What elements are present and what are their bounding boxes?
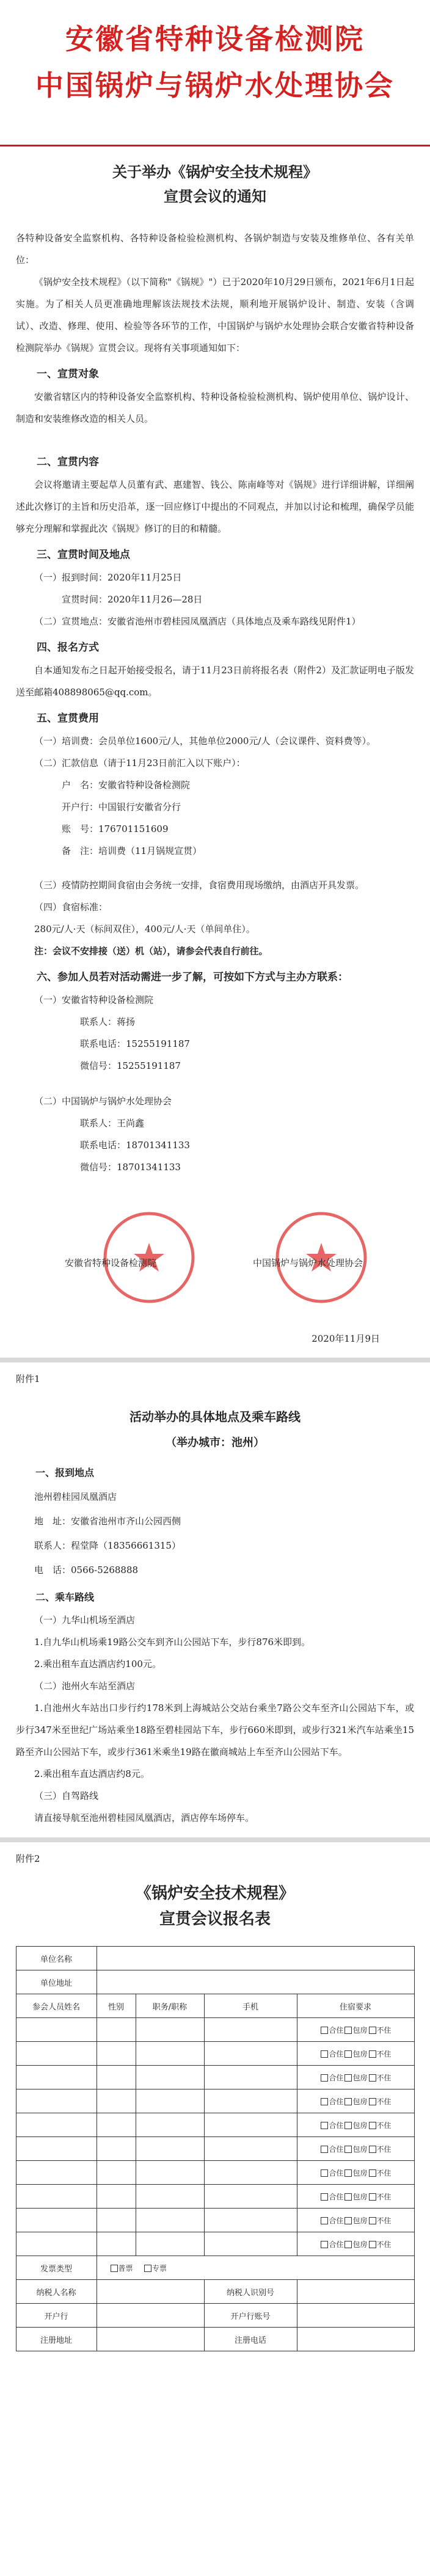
section-6-title: 六、参加人员若对活动需进一步了解，可按如下方式与主办方联系：	[37, 971, 348, 983]
section-3-item: 宣贯时间：2020年11月26—28日	[62, 594, 203, 605]
attendee-cell[interactable]	[16, 2066, 97, 2089]
attendee-cell[interactable]	[136, 2066, 204, 2089]
account-field[interactable]	[297, 2304, 414, 2328]
attachment-1-label: 附件1	[16, 1373, 40, 1384]
lodging-options	[297, 2232, 414, 2256]
lodging-option: 合住	[329, 2168, 344, 2177]
route-step: 1.自九华山机场乘19路公交车到齐山公园站下车，步行876米即到。	[34, 1637, 311, 1648]
lodging-checkbox[interactable]	[321, 2241, 328, 2248]
lodging-checkbox[interactable]	[344, 2074, 352, 2082]
contact-wechat: 微信号：15255191187	[80, 1060, 181, 1071]
bank-label: 开户行	[16, 2304, 97, 2328]
attendee-cell[interactable]	[16, 2232, 97, 2256]
taxpayer-id-field[interactable]	[297, 2280, 414, 2304]
lodging-checkbox[interactable]	[369, 2241, 376, 2248]
section-1-text: 安徽省辖区内的特种设备安全监察机构、特种设备检验检测机构、锅炉使用单位、锅炉设计、制造和安装维修改造的相关人员。	[16, 391, 414, 424]
lodging-checkbox[interactable]	[344, 2122, 352, 2129]
reg-address-label: 注册地址	[16, 2328, 97, 2351]
reg-address-field[interactable]	[97, 2328, 204, 2351]
section-5-item: （二）汇款信息（请于11月23日前汇入以下账户）：	[34, 758, 246, 769]
attachment-2-title: 《锅炉安全技术规程》	[135, 1884, 294, 1903]
lodging-option: 包房	[352, 2144, 368, 2154]
lodging-option: 不住	[376, 2049, 392, 2058]
unit-name-field[interactable]	[97, 1947, 414, 1970]
pickup-note: 注：会议不安排接（送）机（站），请参会代表自行前往。	[34, 946, 268, 957]
section-divider	[0, 1837, 430, 1842]
lodging-checkbox[interactable]	[321, 2027, 328, 2034]
attendee-cell[interactable]	[97, 2232, 136, 2256]
hotel-contact: 联系人：程堂降（18356661315）	[34, 1540, 181, 1551]
invoice-type-label: 发票类型	[16, 2256, 97, 2280]
attendee-cell[interactable]	[204, 2137, 297, 2161]
checkin-title: 一、报到地点	[35, 1467, 95, 1478]
hotel-address: 地 址：安徽省池州市齐山公园西侧	[34, 1516, 181, 1527]
bank-info-line: 备 注：培训费（11月锅规宣贯）	[62, 845, 202, 856]
attachment-2-label: 附件2	[16, 1853, 40, 1864]
lodging-options	[297, 2113, 414, 2137]
attendee-cell[interactable]	[204, 2113, 297, 2137]
route-step: 2.乘出租车直达酒店约100元。	[34, 1659, 161, 1670]
section-5-item: （三）疫情防控期间食宿由会务统一安排，食宿费用现场缴纳，由酒店开具发票。	[34, 880, 365, 891]
attendee-cell[interactable]	[16, 2161, 97, 2185]
lodging-checkbox[interactable]	[321, 2146, 328, 2153]
attendee-cell[interactable]	[16, 2042, 97, 2066]
lodging-options	[297, 2042, 414, 2066]
attendee-cell[interactable]	[204, 2018, 297, 2042]
unit-address-label: 单位地址	[16, 1970, 97, 1994]
lodging-option: 包房	[352, 2168, 368, 2177]
attendee-cell[interactable]	[97, 2089, 136, 2113]
lodging-checkbox[interactable]	[344, 2169, 352, 2177]
section-4-text: 自本通知发布之日起开始接受报名，请于11月23日前将报名表（附件2）及汇款证明电子版发送至邮箱408898065@qq.com。	[16, 665, 414, 698]
taxpayer-label: 纳税人名称	[16, 2280, 97, 2304]
attendee-row	[16, 2185, 414, 2209]
invoice-checkbox[interactable]	[144, 2265, 151, 2272]
column-header: 手机	[204, 1994, 297, 2018]
attendee-cell[interactable]	[204, 2042, 297, 2066]
attendee-cell[interactable]	[204, 2185, 297, 2209]
attachment-1-subtitle: （举办城市：池州）	[166, 1436, 264, 1449]
contact-phone: 联系电话：18701341133	[80, 1140, 190, 1151]
attendee-row	[16, 2089, 414, 2113]
lodging-option: 包房	[352, 2121, 368, 2130]
contact-org: （一）安徽省特种设备检测院	[34, 994, 154, 1005]
bank-info-line: 开户行：中国银行安徽省分行	[62, 801, 181, 812]
route-airport-title: （一）九华山机场至酒店	[34, 1615, 136, 1626]
attendee-cell[interactable]	[16, 2089, 97, 2113]
letterhead	[0, 0, 430, 147]
lodging-checkbox[interactable]	[344, 2217, 352, 2224]
attendee-row	[16, 2209, 414, 2232]
addressee: 各特种设备安全监察机构、各特种设备检验检测机构、各锅炉制造与安装及维修单位、各有关单位：	[16, 233, 414, 266]
route-title: 二、乘车路线	[35, 1591, 95, 1603]
registration-form	[16, 1946, 415, 2351]
attendee-cell[interactable]	[97, 2018, 136, 2042]
lodging-option: 不住	[376, 2192, 392, 2201]
attendee-cell[interactable]	[204, 2232, 297, 2256]
section-2-text: 会议将邀请主要起草人员董有武、惠建智、钱公、陈南峰等对《锅规》进行详细讲解，详细阐述此次修订的主旨和历史沿革，逐一回应修订中提出的不同观点，并加以讨论和梳理，确保学员能够充分理解和掌握此次《锅规》修订的目的和精髓。	[16, 479, 414, 534]
section-5-item: （一）培训费：会员单位1600元/人，其他单位2000元/人（会议课件、资料费等）。	[34, 736, 376, 747]
lodging-checkbox[interactable]	[321, 2193, 328, 2201]
hotel-phone: 电 话：0566-5268888	[34, 1565, 139, 1576]
signature-block	[16, 1190, 414, 1325]
attendee-rows	[16, 2018, 414, 2256]
attendee-cell[interactable]	[136, 2089, 204, 2113]
contact-org: （二）中国锅炉与锅炉水处理协会	[34, 1096, 172, 1107]
hotel-name: 池州碧桂园凤凰酒店	[34, 1491, 117, 1502]
lodging-checkbox[interactable]	[369, 2098, 376, 2105]
lodging-option: 包房	[352, 2192, 368, 2201]
attendee-cell[interactable]	[204, 2089, 297, 2113]
lodging-option: 包房	[352, 2216, 368, 2225]
lodging-option: 包房	[352, 2097, 368, 2106]
lodging-option: 不住	[376, 2216, 392, 2225]
intro-paragraph: 《锅炉安全技术规程》（以下简称"《锅规》"）已于2020年10月29日颁布，2021年6月1日起实施。为了相关人员更准确地理解该法规技术法规，顺利地开展锅炉设计、制造、安装（含调试）、改造、修理、使用、检验等各环节的工作，中国锅炉与锅炉水处理协会联合安徽省特种设备检测院举办《锅规》宣贯会议。现将有关事项通知如下：	[16, 277, 414, 353]
notice-title-line-1: 关于举办《锅炉安全技术规程》	[112, 163, 318, 181]
lodging-option: 合住	[329, 2097, 344, 2106]
lodging-checkbox[interactable]	[369, 2050, 376, 2058]
lodging-options	[297, 2018, 414, 2042]
form-row-unit-address	[16, 1970, 414, 1994]
column-header: 性别	[97, 1994, 136, 2018]
section-2-title: 二、宣贯内容	[37, 456, 99, 468]
attendee-cell[interactable]	[136, 2113, 204, 2137]
attendee-cell[interactable]	[136, 2185, 204, 2209]
lodging-option: 不住	[376, 2073, 392, 2082]
lodging-checkbox[interactable]	[344, 2193, 352, 2201]
lodging-option: 不住	[376, 2025, 392, 2035]
form-header-row	[16, 1994, 414, 2018]
signature-org-right: 中国锅炉与锅炉水处理协会	[253, 1257, 363, 1268]
unit-address-field[interactable]	[97, 1970, 414, 1994]
contact-person: 联系人：王尚鑫	[80, 1118, 145, 1129]
contact-wechat: 微信号：18701341133	[80, 1162, 181, 1173]
letterhead-org-1: 安徽省特种设备检测院	[65, 23, 365, 56]
form-row-taxpayer	[16, 2280, 414, 2304]
attendee-cell[interactable]	[97, 2066, 136, 2089]
attendee-cell[interactable]	[16, 2018, 97, 2042]
attendee-row	[16, 2232, 414, 2256]
lodging-option: 不住	[376, 2121, 392, 2130]
lodging-option: 合住	[329, 2025, 344, 2035]
attendee-cell[interactable]	[16, 2113, 97, 2137]
invoice-type-options	[97, 2256, 414, 2280]
column-header: 住宿要求	[297, 1994, 414, 2018]
attachment-2-subtitle: 宣贯会议报名表	[159, 1910, 271, 1928]
invoice-option: 普票	[118, 2263, 133, 2273]
lodging-option: 不住	[376, 2168, 392, 2177]
section-3-item: （一）报到时间：2020年11月25日	[34, 572, 182, 583]
attendee-cell[interactable]	[97, 2137, 136, 2161]
attendee-row	[16, 2161, 414, 2185]
route-station-title: （二）池州火车站至酒店	[34, 1681, 136, 1691]
lodging-option: 合住	[329, 2144, 344, 2154]
attendee-row	[16, 2066, 414, 2089]
reg-phone-field[interactable]	[297, 2328, 414, 2351]
lodging-options	[297, 2209, 414, 2232]
attendee-cell[interactable]	[97, 2209, 136, 2232]
unit-name-label: 单位名称	[16, 1947, 97, 1970]
route-drive-text: 请直接导航至池州碧桂园凤凰酒店，酒店停车场停车。	[34, 1812, 255, 1823]
attendee-cell[interactable]	[204, 2066, 297, 2089]
lodging-checkbox[interactable]	[344, 2050, 352, 2058]
attendee-cell[interactable]	[16, 2185, 97, 2209]
attendee-cell[interactable]	[204, 2161, 297, 2185]
attendee-row	[16, 2113, 414, 2137]
form-row-invoice	[16, 2256, 414, 2280]
attendee-cell[interactable]	[136, 2137, 204, 2161]
lodging-option: 包房	[352, 2025, 368, 2035]
attendee-cell[interactable]	[97, 2042, 136, 2066]
lodging-option: 合住	[329, 2121, 344, 2130]
lodging-option: 不住	[376, 2144, 392, 2154]
lodging-option: 包房	[352, 2049, 368, 2058]
lodging-checkbox[interactable]	[369, 2074, 376, 2082]
bank-info-line: 户 名：安徽省特种设备检测院	[62, 780, 191, 791]
lodging-rates: 280元/人·天（标间双住），400元/人·天（单间单住）。	[34, 924, 255, 935]
lodging-checkbox[interactable]	[369, 2217, 376, 2224]
invoice-option: 专票	[151, 2263, 167, 2273]
lodging-options	[297, 2185, 414, 2209]
attendee-row	[16, 2042, 414, 2066]
lodging-options	[297, 2089, 414, 2113]
attendee-cell[interactable]	[136, 2209, 204, 2232]
attendee-cell[interactable]	[97, 2185, 136, 2209]
notice-title-line-2: 宣贯会议的通知	[164, 187, 266, 205]
form-row-registration	[16, 2328, 414, 2351]
lodging-option: 包房	[352, 2240, 368, 2249]
taxpayer-id-label: 纳税人识别号	[204, 2280, 297, 2304]
lodging-option: 不住	[376, 2097, 392, 2106]
account-label: 开户行账号	[204, 2304, 297, 2328]
attendee-row	[16, 2018, 414, 2042]
lodging-checkbox[interactable]	[344, 2098, 352, 2105]
invoice-checkbox[interactable]	[111, 2265, 118, 2272]
lodging-options	[297, 2137, 414, 2161]
attendee-cell[interactable]	[136, 2042, 204, 2066]
lodging-checkbox[interactable]	[321, 2217, 328, 2224]
attachment-1-title: 活动举办的具体地点及乘车路线	[129, 1409, 301, 1424]
lodging-option: 合住	[329, 2049, 344, 2058]
section-5-title: 五、宣贯费用	[37, 712, 99, 725]
lodging-checkbox[interactable]	[344, 2027, 352, 2034]
attachment-1-body	[0, 1461, 430, 1829]
attendee-cell[interactable]	[136, 2161, 204, 2185]
lodging-option: 包房	[352, 2073, 368, 2082]
attendee-cell[interactable]	[16, 2209, 97, 2232]
attendee-cell[interactable]	[136, 2018, 204, 2042]
letterhead-org-2: 中国锅炉与锅炉水处理协会	[35, 69, 395, 102]
lodging-checkbox[interactable]	[321, 2074, 328, 2082]
lodging-option: 合住	[329, 2073, 344, 2082]
route-drive-title: （三）自驾路线	[34, 1790, 99, 1801]
lodging-checkbox[interactable]	[344, 2146, 352, 2153]
lodging-options	[297, 2066, 414, 2089]
contact-phone: 联系电话：15255191187	[80, 1038, 190, 1049]
signature-org-left: 安徽省特种设备检测院	[65, 1257, 157, 1268]
form-row-unit-name	[16, 1947, 414, 1970]
lodging-option: 合住	[329, 2192, 344, 2201]
lodging-option: 合住	[329, 2216, 344, 2225]
lodging-checkbox[interactable]	[321, 2122, 328, 2129]
route-step: 1.自池州火车站出口步行约178米到上海城站公交站台乘坐7路公交车至齐山公园站下车，或步行347米至世纪广场站乘坐18路至碧桂园站下车，步行660米即到，或步行321米汽车站乘坐15路至齐山公园站下车，或步行361米乘坐19路在徽商城站上车至齐山公园站下车。	[16, 1702, 414, 1757]
attendee-cell[interactable]	[204, 2209, 297, 2232]
notice-body	[0, 160, 430, 1349]
lodging-checkbox[interactable]	[321, 2098, 328, 2105]
route-step: 2.乘出租车直达酒店约8元。	[34, 1768, 150, 1779]
lodging-option: 不住	[376, 2240, 392, 2249]
section-3-item: （二）宣贯地点：安徽省池州市碧桂园凤凰酒店（具体地点及乘车路线见附件1）	[34, 616, 361, 627]
section-4-title: 四、报名方式	[37, 642, 99, 654]
lodging-checkbox[interactable]	[369, 2193, 376, 2201]
attendee-row	[16, 2137, 414, 2161]
column-header: 参会人员姓名	[16, 1994, 97, 2018]
lodging-checkbox[interactable]	[369, 2122, 376, 2129]
attendee-cell[interactable]	[97, 2113, 136, 2137]
notice-date: 2020年11月9日	[312, 1333, 380, 1344]
contact-person: 联系人：蒋扬	[80, 1016, 136, 1027]
lodging-option: 合住	[329, 2240, 344, 2249]
lodging-checkbox[interactable]	[369, 2027, 376, 2034]
taxpayer-field[interactable]	[97, 2280, 204, 2304]
reg-phone-label: 注册电话	[204, 2328, 297, 2351]
column-header: 职务/职称	[136, 1994, 204, 2018]
bank-info-line: 账 号：176701151609	[62, 823, 169, 834]
section-divider	[0, 1358, 430, 1362]
form-row-bank	[16, 2304, 414, 2328]
bank-field[interactable]	[97, 2304, 204, 2328]
attendee-cell[interactable]	[16, 2137, 97, 2161]
lodging-checkbox[interactable]	[344, 2241, 352, 2248]
attendee-cell[interactable]	[136, 2232, 204, 2256]
section-1-title: 一、宣贯对象	[37, 368, 99, 380]
lodging-options	[297, 2161, 414, 2185]
section-5-item: （四）食宿标准：	[34, 902, 108, 913]
lodging-checkbox[interactable]	[321, 2050, 328, 2058]
section-3-title: 三、宣贯时间及地点	[37, 549, 130, 561]
lodging-checkbox[interactable]	[369, 2146, 376, 2153]
lodging-checkbox[interactable]	[321, 2169, 328, 2177]
lodging-checkbox[interactable]	[369, 2169, 376, 2177]
attendee-cell[interactable]	[97, 2161, 136, 2185]
